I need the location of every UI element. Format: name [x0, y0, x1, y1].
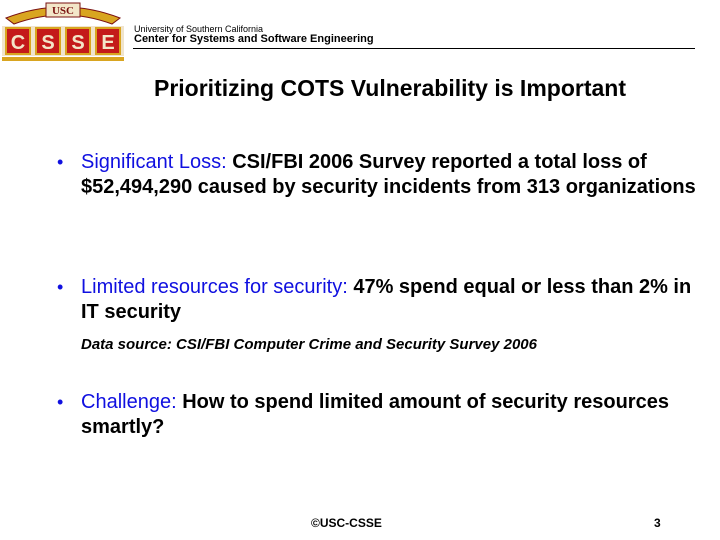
bullet-dot-icon: • [57, 392, 64, 412]
svg-text:E: E [101, 32, 115, 54]
bullet-text: CSI/FBI 2006 Survey reported a total loss of $52,494,290 caused by security incidents from 313 organizations [81, 151, 696, 198]
bullet-dot-icon: • [57, 277, 64, 297]
bullet-challenge [57, 390, 697, 440]
footer-copyright: ©USC-CSSE [311, 516, 382, 530]
bullet-lead: Challenge: [81, 391, 177, 413]
header-rule [133, 48, 695, 49]
logo-letter-block-3 [66, 28, 90, 54]
bullet-text: 47% spend equal or less than 2% in IT security [81, 276, 692, 323]
slide-title: Prioritizing COTS Vulnerability is Important [154, 75, 626, 101]
bullet-text: How to spend limited amount of security resources smartly? [81, 391, 669, 438]
bullet-dot-icon: • [57, 152, 64, 172]
csse-logo [0, 0, 126, 64]
bullet-limited-resources [57, 275, 697, 325]
logo-letter-block-2 [36, 28, 60, 54]
page-number: 3 [654, 516, 661, 530]
center-name: Center for Systems and Software Engineering [134, 33, 374, 45]
bullet-significant-loss [57, 150, 697, 200]
usc-logo-text: USC [51, 5, 75, 17]
university-name: University of Southern California [134, 24, 264, 34]
bullet-lead: Limited resources for security: [81, 276, 348, 298]
svg-text:S: S [71, 32, 85, 54]
data-source-note: Data source: CSI/FBI Computer Crime and Security Survey 2006 [81, 336, 537, 353]
logo-letter-block-1 [6, 28, 30, 54]
svg-text:C: C [10, 32, 26, 54]
bullet-lead: Significant Loss: [81, 151, 227, 173]
logo-letter-block-4 [96, 28, 120, 54]
svg-text:S: S [41, 32, 55, 54]
